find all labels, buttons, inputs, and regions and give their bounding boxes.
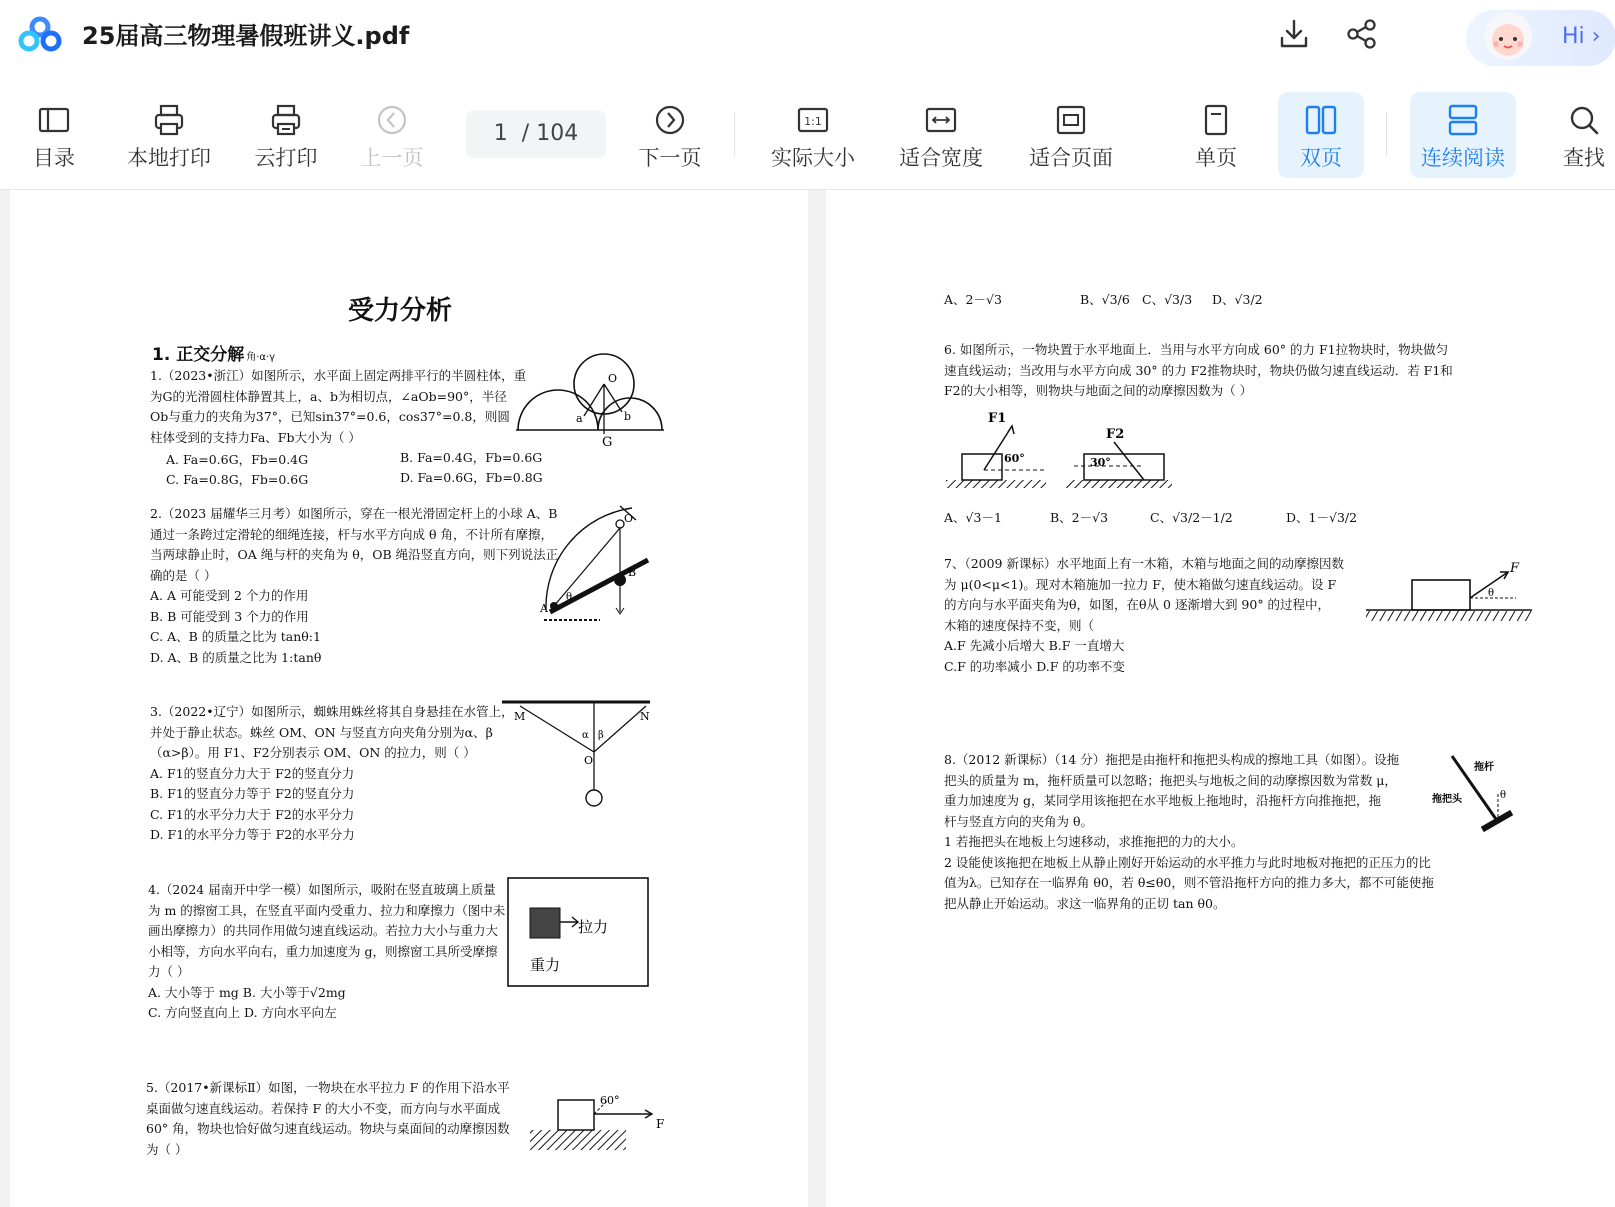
question-3: [150, 702, 514, 846]
toc-label: 目录: [33, 146, 75, 170]
prev-page-button[interactable]: [356, 92, 428, 178]
q8-fig-rod: 拖杆: [1474, 762, 1494, 773]
toolbar-divider: [734, 112, 735, 156]
q1-line: 柱体受到的支持力Fa、Fb大小为（ ）: [150, 429, 361, 445]
question-5: [146, 1078, 510, 1160]
q7-line: 为 μ(0<μ<1)。现对木箱施加一拉力 F，使木箱做匀速直线运动。设 F: [944, 576, 1337, 592]
q3-spider-figure: [500, 690, 660, 820]
document-page-right: [826, 190, 1615, 1207]
ai-assistant-button[interactable]: [1466, 10, 1615, 66]
printer-icon: [151, 102, 187, 138]
q7-line: 的方向与水平面夹角为θ，如图，在θ从 0 逐渐增大到 90° 的过程中，: [944, 597, 1331, 612]
toolbar-divider: [1386, 112, 1387, 156]
question-6: [944, 340, 1453, 402]
q4-fig-pull-label: 拉力: [578, 918, 609, 936]
q3-line: D. F1的水平分力等于 F2的水平分力: [150, 827, 355, 842]
question-4: [148, 880, 505, 1024]
q1-fig-label-g: G: [602, 435, 613, 448]
q4-line: 力（ ）: [148, 964, 190, 979]
question-7: [944, 554, 1344, 677]
q1-option-c: C. Fa=0.8G，Fb=0.6G: [166, 472, 309, 487]
page-total: / 104: [521, 121, 579, 146]
q6-option-c: C、√3/2－1/2: [1150, 510, 1233, 525]
q6-line: F2的大小相等，则物块与地面之间的动摩擦因数为（ ）: [944, 383, 1253, 398]
q7-crate-figure: [1366, 560, 1534, 630]
toc-icon: [36, 102, 72, 138]
q8-line: 值为λ。已知存在一临界角 θ0，若 θ≤θ0，则不管沿拖杆方向的推力多大，都不可能使拖: [944, 875, 1434, 890]
q6-option-b: B、2－√3: [1050, 510, 1109, 525]
assistant-label: Hi ›: [1562, 24, 1601, 49]
q6-option-a: A、√3－1: [944, 510, 1002, 525]
fit-width-label: 适合宽度: [899, 146, 983, 170]
q6-blocks-figure: [944, 406, 1184, 496]
fit-width-icon: [923, 102, 959, 138]
title-bar: [0, 0, 1615, 86]
page-current[interactable]: 1: [493, 121, 508, 146]
q8-line: 重力加速度为 g，某同学用该拖把在水平地板上拖地时，沿拖杆方向推拖把，拖: [944, 793, 1381, 808]
q8-line: 1 若拖把头在地板上匀速移动，求推拖把的力的大小。: [944, 834, 1244, 849]
q8-line: 把从静止开始运动。求这一临界角的正切 tan θ0。: [944, 895, 1226, 911]
svg-text:1:1: 1:1: [804, 115, 822, 128]
section-heading: [152, 340, 275, 365]
q5-line: 60° 角，物块也恰好做匀速直线运动。物块与桌面间的动摩擦因数: [146, 1121, 510, 1136]
question-1: [150, 366, 526, 448]
actual-size-icon: [795, 102, 831, 138]
q7-fig-theta: θ: [1488, 588, 1495, 599]
q2-line: 通过一条跨过定滑轮的细绳连接，杆与水平方向成 θ 角，不计所有摩擦，: [150, 526, 553, 542]
assistant-avatar-icon: [1476, 6, 1540, 70]
q2-rod-figure: [540, 500, 652, 632]
q2-fig-label-o: O: [624, 512, 634, 525]
next-page-label: 下一页: [638, 146, 702, 170]
q2-line: 当两球静止时，OA 绳与杆的夹角为 θ，OB 绳沿竖直方向，则下列说法正: [150, 547, 559, 562]
q8-fig-theta: θ: [1500, 790, 1507, 801]
q1-option-d: D. Fa=0.6G，Fb=0.8G: [400, 470, 543, 485]
q4-line: 为 m 的擦窗工具，在竖直平面内受重力、拉力和摩擦力（图中未: [148, 902, 506, 918]
cloud-print-button[interactable]: [250, 92, 322, 178]
q6-line: 速直线运动；当改用与水平方向成 30° 的力 F2推物块时，物块仍做匀速直线运动．若 F1和: [944, 362, 1453, 378]
q4-line: A. 大小等于 mg B. 大小等于√2mg: [148, 984, 346, 1000]
q5-line: 为（ ）: [146, 1141, 188, 1157]
continuous-read-icon: [1445, 102, 1481, 138]
q2-line: 确的是（ ）: [150, 567, 217, 583]
cloud-print-label: 云打印: [254, 146, 318, 170]
q7-line: C.F 的功率减小 D.F 的功率不变: [944, 658, 1125, 674]
q1-fig-label-b: b: [624, 410, 632, 423]
search-icon: [1566, 102, 1602, 138]
q6-fig-f2: F2: [1106, 427, 1125, 442]
q5-line: 桌面做匀速直线运动。若保持 F 的大小不变，而方向与水平面成: [146, 1100, 501, 1116]
viewer-toolbar: [0, 86, 1615, 190]
continuous-read-button[interactable]: [1410, 92, 1516, 178]
q5-line: 5.（2017•新课标Ⅱ）如图，一物块在水平拉力 F 的作用下沿水平: [146, 1080, 510, 1095]
q1-cylinder-figure: [516, 336, 664, 448]
single-page-button[interactable]: [1180, 92, 1252, 178]
q5-option-b: B、√3/6: [1080, 292, 1130, 307]
section-note: 角·α·γ: [246, 352, 276, 363]
q5-option-c: C、√3/3: [1142, 292, 1193, 307]
section-title: 1. 正交分解: [152, 345, 245, 365]
q1-line: 为G的光滑圆柱体静置其上，a、b为相切点，∠aOb=90°，半径: [150, 388, 507, 404]
question-8: [944, 750, 1434, 914]
q7-line: 7、（2009 新课标）水平地面上有一木箱，木箱与地面之间的动摩擦因数: [944, 556, 1344, 571]
double-page-label: 双页: [1300, 146, 1342, 170]
q6-option-d: D、1－√3/2: [1286, 510, 1358, 525]
q3-line: （α>β）。用 F1、F2分别表示 OM、ON 的拉力，则（ ）: [150, 745, 476, 760]
document-title: 25届高三物理暑假班讲义.pdf: [82, 22, 410, 50]
q2-fig-label-b: B: [628, 566, 637, 579]
q2-fig-label-theta: θ: [566, 592, 573, 603]
q1-option-b: B. Fa=0.4G，Fb=0.6G: [400, 450, 543, 465]
q2-line: D. A、B 的质量之比为 1:tanθ: [150, 649, 322, 665]
baidu-netdisk-logo-icon: [18, 16, 62, 52]
q3-line: C. F1的水平分力大于 F2的水平分力: [150, 806, 355, 822]
q8-line: 2 设能使该拖把在地板上从静止刚好开始运动的水平推力与此时地板对拖把的正压力的比: [944, 854, 1431, 870]
toc-button[interactable]: [24, 92, 84, 178]
share-icon[interactable]: [1344, 16, 1380, 52]
fit-page-button[interactable]: [1024, 92, 1118, 178]
download-icon[interactable]: [1276, 16, 1312, 52]
q5-option-a: A、2－√3: [944, 292, 1002, 307]
q7-line: A.F 先减小后增大 B.F 一直增大: [944, 638, 1125, 653]
q6-fig-angle-30: 30°: [1090, 456, 1111, 469]
q4-line: 画出摩擦力）的共同作用做匀速直线运动。若拉力大小与重力大: [148, 923, 499, 938]
q2-fig-label-a: A: [540, 602, 548, 615]
q1-line: Ob与重力的夹角为37°，已知sin37°=0.6，cos37°=0.8，则圆: [150, 409, 510, 424]
q8-fig-head: 拖把头: [1432, 794, 1462, 805]
local-print-button[interactable]: [122, 92, 216, 178]
q5-block-figure: [530, 1090, 680, 1160]
double-page-icon: [1303, 102, 1339, 138]
q6-fig-angle-60: 60°: [1004, 452, 1025, 465]
q3-fig-label-n: N: [640, 710, 650, 723]
question-2: [150, 504, 558, 668]
q6-fig-f1: F1: [988, 411, 1007, 426]
q3-line: 3.（2022•辽宁）如图所示，蜘蛛用蛛丝将其自身悬挂在水管上，: [150, 704, 514, 719]
page-number-field[interactable]: [466, 110, 606, 158]
q1-fig-label-a: a: [576, 412, 583, 425]
q5-fig-angle: 60°: [600, 1094, 620, 1107]
cloud-printer-icon: [268, 102, 304, 138]
q4-fig-gravity-label: 重力: [530, 956, 561, 974]
q8-mop-figure: [1432, 750, 1532, 840]
q2-line: B. B 可能受到 3 个力的作用: [150, 608, 309, 624]
document-page-left: [10, 190, 808, 1207]
actual-size-label: 实际大小: [771, 146, 855, 170]
q7-line: 木箱的速度保持不变，则（: [944, 617, 1095, 633]
q1-line: 1.（2023•浙江）如图所示，水平面上固定两排平行的半圆柱体，重: [150, 368, 527, 383]
q3-fig-label-o: O: [584, 754, 594, 767]
q2-line: A. A 可能受到 2 个力的作用: [150, 588, 309, 603]
q6-line: 6. 如图所示，一物块置于水平地面上．当用与水平方向成 60° 的力 F1拉物块时，物块做匀: [944, 342, 1449, 357]
fit-page-label: 适合页面: [1029, 146, 1113, 170]
q1-fig-label-o: O: [608, 372, 618, 385]
next-page-button[interactable]: [634, 92, 706, 178]
find-label: 查找: [1563, 146, 1605, 170]
q5-fig-force: F: [656, 1117, 665, 1131]
continuous-read-label: 连续阅读: [1421, 146, 1505, 170]
chevron-right-circle-icon: [652, 102, 688, 138]
q3-fig-label-beta: β: [598, 730, 604, 741]
actual-size-button[interactable]: [766, 92, 860, 178]
q8-line: 杆与竖直方向的夹角为 θ。: [944, 813, 1093, 829]
q3-fig-label-alpha: α: [582, 730, 589, 741]
q3-line: 并处于静止状态。蛛丝 OM、ON 与竖直方向夹角分别为α、β: [150, 724, 493, 740]
fit-width-button[interactable]: [894, 92, 988, 178]
q7-fig-force: F: [1510, 561, 1520, 576]
q2-line: 2.（2023 届耀华三月考）如图所示，穿在一根光滑固定杆上的小球 A、B: [150, 506, 558, 521]
find-button[interactable]: [1558, 92, 1610, 178]
q4-line: C. 方向竖直向上 D. 方向水平向左: [148, 1005, 337, 1020]
q1-option-a: A. Fa=0.6G，Fb=0.4G: [166, 452, 309, 467]
q8-line: 8.（2012 新课标）（14 分）拖把是由拖杆和拖把头构成的擦地工具（如图）。设拖: [944, 752, 1400, 767]
q4-line: 4.（2024 届南开中学一模）如图所示，吸附在竖直玻璃上质量: [148, 882, 496, 897]
single-page-icon: [1198, 102, 1234, 138]
q4-line: 小相等，方向水平向右，重力加速度为 g，则擦窗工具所受摩擦: [148, 943, 498, 959]
q2-line: C. A、B 的质量之比为 tanθ:1: [150, 629, 321, 644]
q3-fig-label-m: M: [514, 710, 526, 723]
q8-line: 把头的质量为 m，拖杆质量可以忽略；拖把头与地板之间的动摩擦因数为常数 μ，: [944, 772, 1397, 788]
q3-line: B. F1的竖直分力等于 F2的竖直分力: [150, 786, 355, 801]
q4-window-cleaner-figure: [506, 866, 656, 990]
chevron-left-circle-icon: [374, 102, 410, 138]
q3-line: A. F1的竖直分力大于 F2的竖直分力: [150, 765, 355, 781]
prev-page-label: 上一页: [360, 146, 424, 170]
page-title: 受力分析: [348, 296, 453, 326]
fit-page-icon: [1053, 102, 1089, 138]
local-print-label: 本地打印: [127, 146, 211, 170]
q5-option-d: D、√3/2: [1212, 292, 1263, 307]
double-page-button[interactable]: [1278, 92, 1364, 178]
single-page-label: 单页: [1195, 146, 1237, 170]
